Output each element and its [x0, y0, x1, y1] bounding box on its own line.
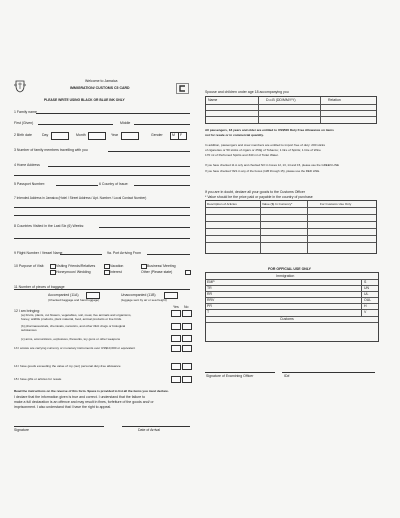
middle-label: Middle [120, 121, 131, 125]
port-arriving-field[interactable] [147, 254, 190, 255]
q4-home-address: 4 Home Address [14, 163, 40, 167]
allowance-line-1: All passengers, 18 years and older are entitled to US$500 Duty Free Allowance on items [205, 128, 334, 132]
declaration-line-3: make a full declaration is an offence and may result in fines, forfeiture of the goods and/ or [14, 400, 154, 404]
q12a-no-box[interactable] [182, 310, 192, 317]
vacation-label: Vacation [110, 264, 124, 268]
declaration-line-2: I declare that the information given is true and correct. I understand that the failure to [14, 395, 146, 399]
imm-emp: EMP [207, 280, 215, 284]
family-members-field[interactable] [108, 151, 190, 152]
official-use-header: FOR OFFICIAL USE ONLY [268, 267, 311, 271]
examining-officer-label: Signature of Examining Officer [206, 374, 254, 378]
q7-intended-address: 7 Intended Address in Jamaica (Hotel / Street Address / Apt. Number / Local Contact Number) [14, 196, 147, 200]
goods-table [205, 200, 377, 254]
q12-bringing: 12 I am bringing: [14, 309, 41, 313]
q9a-port-arriving: 9a. Port Arriving From [107, 251, 142, 255]
gender-f-letter: F [180, 133, 183, 137]
other-checkbox[interactable] [185, 270, 191, 275]
visit-friends-label: Visiting Friends/Relatives [56, 264, 96, 268]
officer-id-line[interactable] [282, 372, 375, 373]
q3-family-members: 3 Number of family members travelling with you [14, 148, 88, 152]
imm-un: UN [364, 286, 370, 290]
allowance-line-4: of cigarettes or 50 sticks of cigars or 250g of Tobacco; 1 litre of Spirits; 1 litre of Wine [205, 148, 321, 152]
first-given-label: First (Given) [14, 121, 34, 125]
imm-ul: UL [364, 292, 369, 296]
interest-label: Interest [110, 270, 122, 274]
spouse-header: Spouse and children under age 18 accompanying you [205, 90, 289, 94]
q9-flight-number: 9 Flight Number / Vessel Name [14, 251, 63, 255]
honeymoon-label: Honeymoon/ Wedding [56, 270, 91, 274]
q14-no-box[interactable] [182, 363, 192, 370]
date-arrival-line[interactable] [122, 426, 190, 427]
q12c-yes-box[interactable] [171, 335, 181, 342]
q12b-no-box[interactable] [182, 323, 192, 330]
q12c-no-box[interactable] [182, 335, 192, 342]
allowance-line-2: not for resale or in commercial quantity. [205, 133, 264, 137]
imm-rr: RR [207, 292, 213, 296]
spouse-col-dob: D.o.B (DD/MM/YY) [266, 98, 296, 102]
goods-col-value: Value ($) In Currency* [262, 202, 293, 206]
goods-col-description: Description of Articles [207, 202, 237, 206]
passport-field[interactable] [56, 185, 98, 186]
signature-line[interactable] [14, 426, 104, 427]
q2-birth-date: 2 Birth date [14, 133, 32, 137]
declaration-line-1: Read the instructions on the reverse of this form. Space is provided to list all the items you must declare. [14, 389, 169, 393]
day-label: Day [42, 133, 49, 137]
q8-countries-visited: 8 Countries Visited in the Last Six (6) Weeks: [14, 224, 85, 228]
q13-no-box[interactable] [182, 345, 192, 352]
q14-yes-box[interactable] [171, 363, 181, 370]
ink-instruction: PLEASE WRITE USING BLACK OR BLUE INK ONLY [44, 98, 125, 102]
year-label: Year [111, 133, 119, 137]
unaccompanied-label: Unaccompanied (11B) [121, 293, 156, 297]
imm-pr: PR [207, 304, 212, 308]
doubt-line-2: * Value should be the price paid or payable in the country of purchase [205, 195, 313, 199]
home-address-field[interactable] [48, 166, 190, 167]
q13-yes-box[interactable] [171, 345, 181, 352]
customs-header: Customs [280, 317, 294, 321]
q12a-yes-box[interactable] [171, 310, 181, 317]
day-box[interactable] [51, 132, 69, 140]
spouse-table [205, 96, 377, 124]
business-label: Business/ Meeting [147, 264, 176, 268]
no-header: No [184, 305, 189, 309]
imm-v: V [364, 310, 367, 314]
imm-rrv: RRV [207, 298, 215, 302]
q12b-yes-box[interactable] [171, 323, 181, 330]
gender-m-letter: M [172, 133, 175, 137]
imm-tr: TR [207, 286, 212, 290]
intended-address-field[interactable] [14, 207, 190, 208]
q13-text: 13 I am/we are carrying currency or monetary instruments over US$10,000 or equivalent [14, 346, 136, 350]
q12a-text: (a) Fruits, plants, cut flowers, vegetables, soil, meat, live animals and organisms, [21, 313, 132, 317]
examining-officer-line[interactable] [205, 372, 275, 373]
q1-family-name: 1 Family name [14, 110, 37, 114]
yes-header: Yes [173, 305, 179, 309]
countries-visited-field-2[interactable] [14, 238, 190, 239]
q14-text: 14 I have goods exceeding the value of my (our) personal duty-free allowance [14, 364, 121, 368]
baggage-line [14, 289, 190, 290]
unaccompanied-note: (luggage sent by air or sea freight) [121, 298, 167, 302]
imm-oul: OUL [364, 298, 372, 302]
q15-text: 15 I have gifts or articles for resale [14, 377, 62, 381]
officer-id-label: ID# [284, 374, 290, 378]
countries-visited-field[interactable] [99, 227, 190, 228]
card-title: IMMIGRATION/ CUSTOMS C5 CARD [70, 86, 130, 90]
red-line-text: If you have checked YES in any of the boxes (11B through 15), please use the RED LINE. [205, 169, 320, 173]
doubt-line-1: If you are in doubt, declare all your goods to the Customs Officer [205, 190, 305, 194]
date-arrival-label: Date of Arrival [138, 428, 160, 432]
year-box[interactable] [121, 132, 139, 140]
first-given-field[interactable] [38, 124, 113, 125]
q15-yes-box[interactable] [171, 376, 181, 383]
q15-no-box[interactable] [182, 376, 192, 383]
imm-s: S [364, 280, 367, 284]
other-label: Other (Please state) [141, 270, 173, 274]
flight-number-field[interactable] [60, 254, 102, 255]
allowance-line-5: 170 ml of Perfumed Spirits and 340 ml of Toilet Water. [205, 153, 279, 157]
imm-h: H [364, 304, 367, 308]
c5-logo [176, 81, 189, 92]
signature-label: Signature [14, 428, 29, 432]
intended-address-field-2[interactable] [14, 215, 190, 216]
month-label: Month [76, 133, 86, 137]
q12c-text: (c) arms, ammunitions, explosives, fireworks, toy guns or other weapons [21, 337, 121, 341]
official-use-table [205, 272, 379, 342]
q12a-text-2: honey, wildlife products, plant material, food, animal products or live birds. [21, 317, 123, 321]
spouse-col-relation: Relation [328, 98, 341, 102]
declaration-line-4: imprisonment. I also understand that I have the right to appeal. [14, 405, 112, 409]
q10-purpose-visit: 10 Purpose of Visit: [14, 264, 45, 268]
green-line-text: If you have checked 11 A only and checked NO in boxes 12, 13, 14 and 15, please use the GREEN LINE [205, 163, 339, 167]
accompanied-note: (Checked baggage and hand luggage) [48, 298, 100, 302]
q12b-text-2: substances [21, 328, 37, 332]
family-name-field[interactable] [36, 113, 190, 114]
immigration-header: Immigration [276, 274, 295, 278]
q12b-text: (b) pharmaceuticals, chemicals, narcotics, and other illicit drugs or biological [21, 324, 126, 328]
q11-baggage: 11 Number of pieces of baggage [14, 285, 65, 289]
coat-of-arms-logo [14, 79, 26, 93]
gender-label: Gender [151, 133, 163, 137]
country-issue-field[interactable] [134, 185, 190, 186]
q6-country-issue: 6 Country of Issue: [99, 182, 129, 186]
month-box[interactable] [88, 132, 106, 140]
home-address-field-2[interactable] [14, 175, 190, 176]
spouse-col-name: Name [208, 98, 218, 102]
imm-t: T [207, 310, 210, 314]
accompanied-label: Accompanied (11A) [48, 293, 79, 297]
q5-passport: 5 Passport Number: [14, 182, 46, 186]
allowance-line-3: In addition, passengers and crew members are entitled to import free of duty: 200 sticks [205, 143, 326, 147]
welcome-text: Welcome to Jamaica [85, 79, 118, 83]
middle-field[interactable] [134, 124, 190, 125]
goods-col-customs: For Customs Use Only [320, 202, 352, 206]
